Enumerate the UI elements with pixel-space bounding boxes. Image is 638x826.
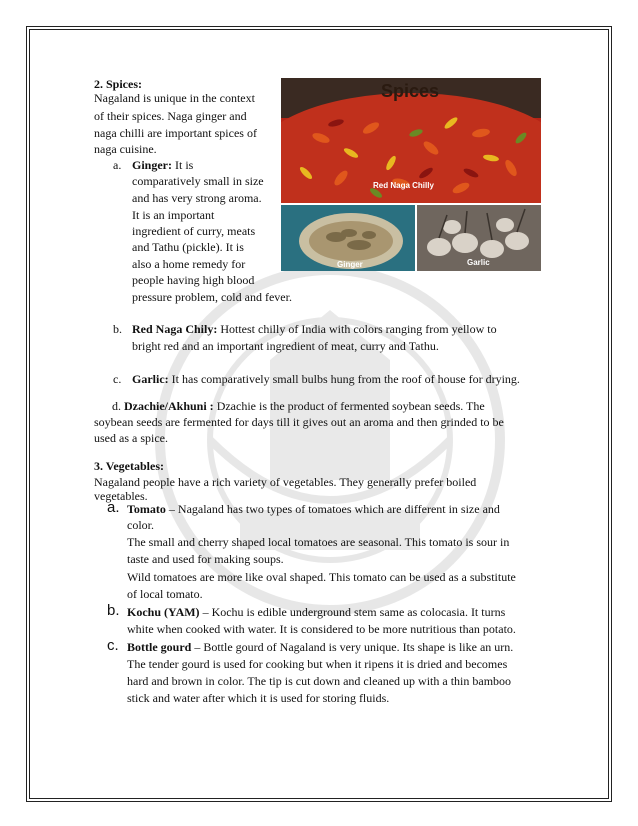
gourd-marker: c. [107, 637, 119, 654]
gourd-text-line: The tender gourd is used for cooking but when it ripens it is dried and becomes [127, 657, 508, 671]
ginger-photo-label: Ginger [337, 260, 363, 269]
tomato-text: – Nagaland has two types of tomatoes which are different in size and [168, 502, 500, 516]
tomato-text-line: of local tomato. [127, 587, 203, 601]
tomato-text-line: taste and used for making soups. [127, 552, 284, 566]
kochu-text-line: white when cooked with water. It is considered to be more nutritious than potato. [127, 622, 516, 636]
vegetables-intro-line: Nagaland people have a rich variety of vegetables. They generally prefer boiled [94, 475, 477, 489]
kochu-title: Kochu (YAM) [127, 605, 200, 619]
tomato-text-line: color. [127, 518, 154, 532]
ginger-item [132, 157, 193, 173]
garlic-title: Garlic: [132, 372, 169, 386]
ginger-text-line: ingredient of curry, meats [132, 224, 256, 238]
spices-image-title: Spices [381, 81, 440, 101]
ginger-title: Ginger: [132, 158, 172, 172]
chilly-marker: b. [113, 322, 122, 336]
ginger-marker: a. [113, 158, 122, 172]
chilly-item [132, 321, 497, 337]
garlic-photo-label: Garlic [467, 258, 490, 267]
dzachie-text-line: soybean seeds are fermented for days till it gives out an aroma and then grinded to be [94, 415, 504, 429]
ginger-text-line: and has very strong aroma. [132, 191, 262, 205]
kochu-marker: b. [107, 602, 120, 619]
gourd-text-line: hard and brown in color. The tip is cut down and cleaned up with a thin bamboo [127, 674, 512, 688]
ginger-text: It is [175, 158, 194, 172]
spices-heading: 2. Spices: [94, 77, 142, 91]
spices-intro-line: Nagaland is unique in the context [94, 91, 255, 105]
dzachie-text: Dzachie is the product of fermented soybean seeds. The [216, 399, 485, 413]
ginger-photo [281, 205, 415, 271]
gourd-text-line: stick and water after which it is used for storing fluids. [127, 691, 390, 705]
tomato-item [127, 501, 546, 517]
gourd-item [127, 639, 546, 655]
vegetables-heading: 3. Vegetables: [94, 459, 164, 473]
garlic-photo [417, 205, 541, 271]
dzachie-item [112, 398, 485, 414]
spices-intro-line: of their spices. Naga ginger and [94, 109, 247, 123]
tomato-marker: a. [107, 499, 120, 516]
chilly-text-line: bright red and an important ingredient of meat, curry and Tathu. [132, 339, 439, 353]
garlic-marker: c. [113, 372, 122, 386]
vegetables-intro-line: vegetables. [94, 489, 148, 503]
spices-intro-line: naga cuisine. [94, 142, 157, 156]
ginger-text-line: It is an important [132, 208, 215, 222]
dzachie-title: Dzachie/Akhuni : [124, 399, 214, 413]
kochu-text: – Kochu is edible underground stem same as colocasia. It turns [202, 605, 506, 619]
red-naga-chilly-photo [281, 78, 541, 203]
ginger-text-line: also a home remedy for [132, 257, 246, 271]
chilly-title: Red Naga Chily: [132, 322, 218, 336]
ginger-text-line: comparatively small in size [132, 174, 264, 188]
tomato-text-line: The small and cherry shaped local tomatoes are seasonal. This tomato is sour in [127, 535, 510, 549]
garlic-item [132, 371, 520, 387]
tomato-title: Tomato [127, 502, 166, 516]
kochu-item [127, 604, 546, 620]
ginger-text-line: and Tathu (pickle). It is [132, 240, 244, 254]
ginger-text-line: pressure problem, cold and fever. [132, 290, 292, 304]
garlic-text: It has comparatively small bulbs hung from the roof of house for drying. [171, 372, 520, 386]
tomato-text-line: Wild tomatoes are more like oval shaped. This tomato can be used as a substitute [127, 570, 516, 584]
dzachie-marker: d. [112, 399, 121, 413]
gourd-text: – Bottle gourd of Nagaland is very unique. Its shape is like an urn. [194, 640, 514, 654]
spices-intro-line: naga chilli are important spices of [94, 126, 257, 140]
dzachie-text-line: used as a spice. [94, 431, 168, 445]
chilly-text: Hottest chilly of India with colors ranging from yellow to [220, 322, 497, 336]
red-naga-chilly-label: Red Naga Chilly [373, 181, 434, 190]
gourd-title: Bottle gourd [127, 640, 192, 654]
ginger-text-line: people having high blood [132, 273, 255, 287]
